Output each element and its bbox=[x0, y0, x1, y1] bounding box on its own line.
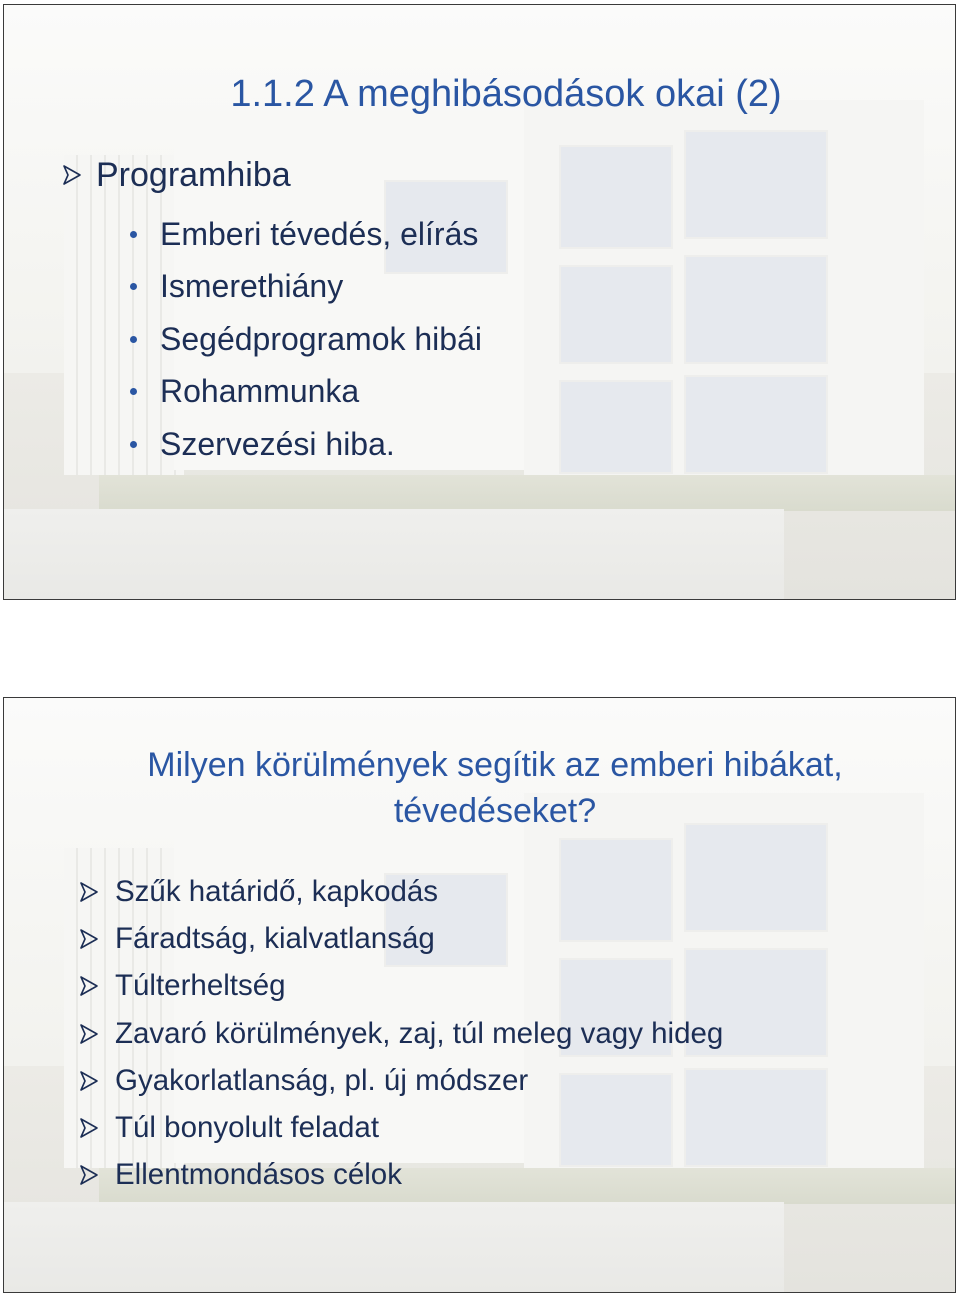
list-item-text: Gyakorlatlanság, pl. új módszer bbox=[115, 1063, 529, 1097]
list-item bbox=[130, 208, 482, 261]
list-item bbox=[130, 366, 482, 419]
slide-2 bbox=[3, 697, 956, 1293]
slide-1-title: 1.1.2 A meghibásodások okai (2) bbox=[230, 73, 782, 115]
circumstances-list bbox=[79, 868, 723, 1199]
programhiba-heading bbox=[62, 153, 291, 197]
arrow-bullet-icon bbox=[79, 1116, 99, 1140]
list-item-text: Ismerethiány bbox=[160, 268, 344, 305]
list-item bbox=[130, 313, 482, 366]
slide-2-title bbox=[4, 742, 956, 834]
list-item-text: Túl bonyolult feladat bbox=[115, 1111, 380, 1145]
slide-1 bbox=[3, 4, 956, 600]
arrow-bullet-icon bbox=[79, 974, 99, 998]
bullet-list bbox=[130, 208, 482, 471]
list-item bbox=[79, 1010, 723, 1057]
list-item-text: Szervezési hiba. bbox=[160, 425, 395, 462]
arrow-bullet-icon bbox=[79, 880, 99, 904]
arrow-bullet-icon bbox=[79, 1069, 99, 1093]
title-line-2: tévedéseket? bbox=[393, 792, 597, 830]
arrow-bullet-icon bbox=[79, 1022, 99, 1046]
dot-bullet-icon bbox=[130, 388, 137, 395]
list-item-text: Zavaró körülmények, zaj, túl meleg vagy hideg bbox=[115, 1016, 724, 1050]
list-item-text: Emberi tévedés, elírás bbox=[160, 215, 479, 252]
dot-bullet-icon bbox=[130, 283, 137, 290]
arrow-bullet-icon bbox=[79, 1163, 99, 1187]
title-line-1: Milyen körülmények segítik az emberi hibákat, bbox=[147, 746, 843, 784]
list-item bbox=[79, 963, 723, 1010]
dot-bullet-icon bbox=[130, 441, 137, 448]
list-item-text: Ellentmondásos célok bbox=[115, 1158, 402, 1192]
list-item bbox=[130, 418, 482, 471]
list-item-text: Túlterheltség bbox=[115, 969, 286, 1003]
list-item-text: Rohammunka bbox=[160, 373, 360, 410]
list-item bbox=[79, 1057, 723, 1104]
list-item-text: Segédprogramok hibái bbox=[160, 320, 482, 357]
list-item-text: Szűk határidő, kapkodás bbox=[115, 874, 439, 908]
list-item bbox=[79, 1152, 723, 1199]
list-item bbox=[130, 261, 482, 314]
list-item bbox=[79, 915, 723, 962]
arrow-bullet-icon bbox=[79, 927, 99, 951]
list-item-text: Fáradtság, kialvatlanság bbox=[115, 921, 435, 955]
dot-bullet-icon bbox=[130, 231, 137, 238]
arrow-bullet-icon bbox=[62, 163, 82, 187]
heading-text: Programhiba bbox=[96, 155, 291, 194]
list-item bbox=[79, 868, 723, 915]
dot-bullet-icon bbox=[130, 336, 137, 343]
list-item bbox=[79, 1104, 723, 1151]
